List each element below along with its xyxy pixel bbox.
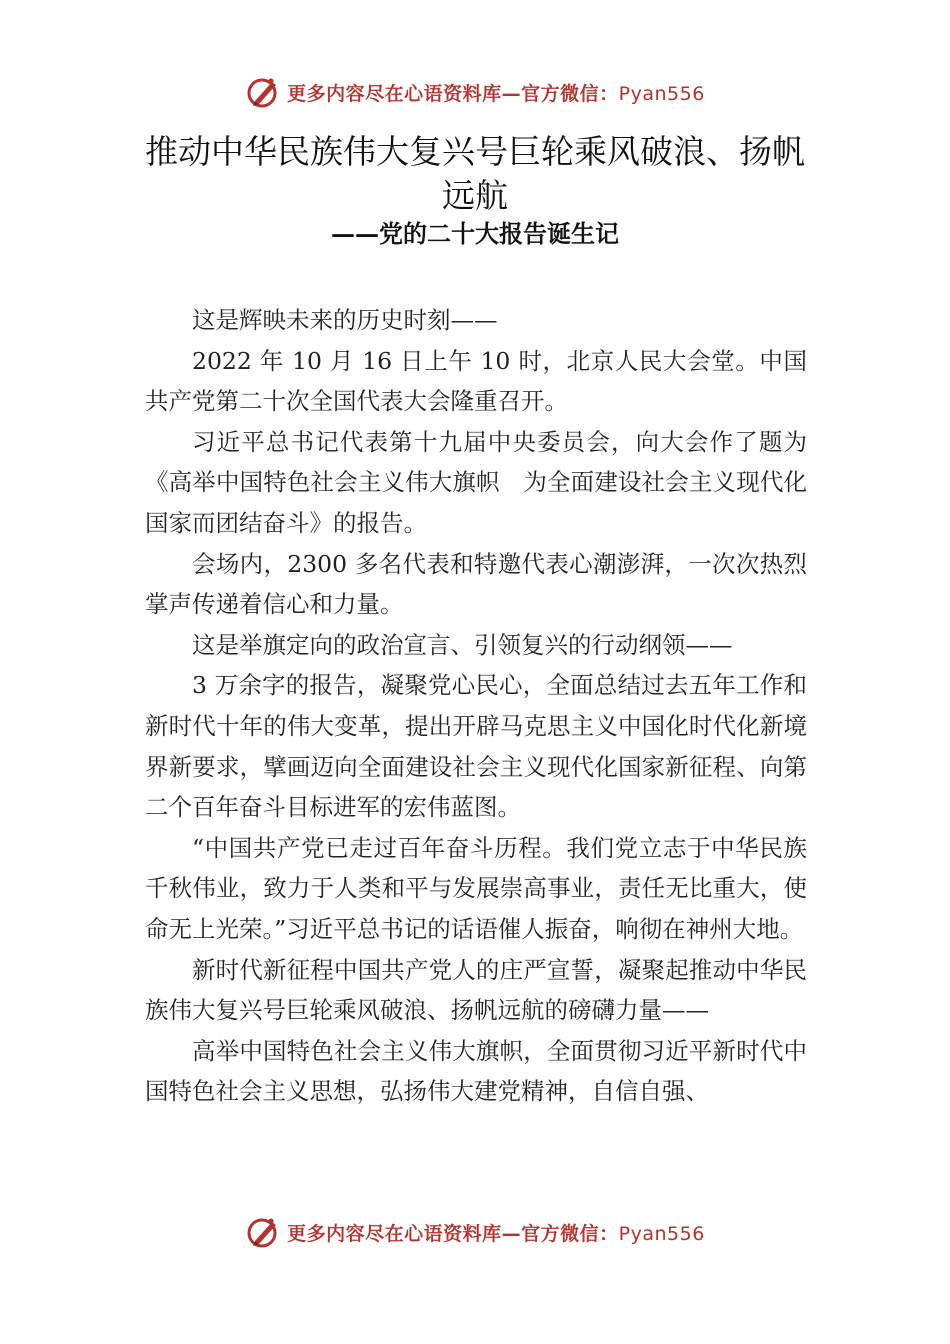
paragraph: 3 万余字的报告，凝聚党心民心，全面总结过去五年工作和新时代十年的伟大变革，提出开辟马克思主义中国化时代化新境界新要求，擘画迈向全面建设社会主义现代化国家新征程、向第二个百年奋斗目标进军的宏伟蓝图。 xyxy=(145,671,807,822)
paragraph: “中国共产党已走过百年奋斗历程。我们党立志于中华民族千秋伟业，致力于人类和平与发展崇高事业，责任无比重大，使命无上光荣。”习近平总书记的话语催人振奋，响彻在神州大地。 xyxy=(145,833,807,943)
wechat-id: Pyan556 xyxy=(618,82,705,105)
pen-circle-logo-icon xyxy=(245,1214,281,1250)
paragraph: 习近平总书记代表第十九届中央委员会，向大会作了题为《高举中国特色社会主义伟大旗帜 为全面建设社会主义现代化国家而团结奋斗》的报告。 xyxy=(145,427,807,537)
footer-banner xyxy=(0,1212,950,1252)
document-body xyxy=(145,300,807,1112)
banner-text: 更多内容尽在心语资料库—官方微信：Pyan556 xyxy=(287,82,705,105)
paragraph: 会场内，2300 多名代表和特邀代表心潮澎湃，一次次热烈掌声传递着信心和力量。 xyxy=(145,549,807,619)
header-banner xyxy=(0,72,950,112)
paragraph: 这是辉映未来的历史时刻—— xyxy=(192,306,498,334)
paragraph: 高举中国特色社会主义伟大旗帜，全面贯彻习近平新时代中国特色社会主义思想，弘扬伟大建党精神，自信自强、 xyxy=(145,1036,807,1106)
paragraph: 新时代新征程中国共产党人的庄严宣誓，凝聚起推动中华民族伟大复兴号巨轮乘风破浪、扬帆远航的磅礴力量—— xyxy=(145,955,807,1025)
pen-circle-logo-icon xyxy=(245,74,281,110)
document-subtitle: ——党的二十大报告诞生记 xyxy=(331,219,619,248)
wechat-id: Pyan556 xyxy=(618,1222,705,1245)
paragraph: 2022 年 10 月 16 日上午 10 时，北京人民大会堂。中国共产党第二十次全国代表大会隆重召开。 xyxy=(145,346,807,416)
paragraph: 这是举旗定向的政治宣言、引领复兴的行动纲领—— xyxy=(192,630,733,659)
document-title: 推动中华民族伟大复兴号巨轮乘风破浪、扬帆远航 xyxy=(145,132,805,215)
banner-text: 更多内容尽在心语资料库—官方微信：Pyan556 xyxy=(287,1222,705,1245)
